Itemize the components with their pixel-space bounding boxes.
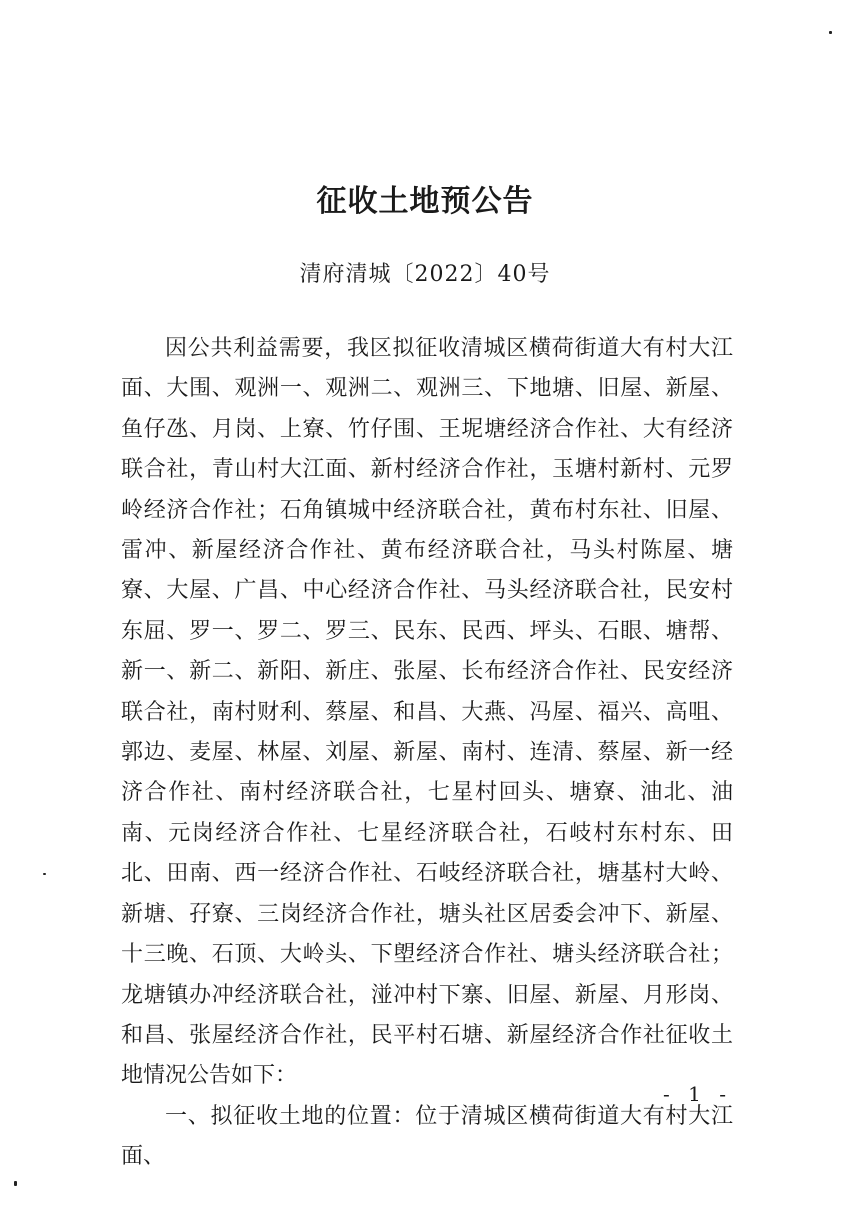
page-number: - 1 - — [663, 1082, 732, 1106]
body-paragraph: 因公共利益需要，我区拟征收清城区横荷街道大有村大江面、大围、观洲一、观洲二、观洲三、下地塘、旧屋、新屋、鱼仔氹、月岗、上寮、竹仔围、王坭塘经济合作社、大有经济联合社，青山村大江面、新村经济合作社，玉塘村新村、元罗岭经济合作社；石角镇城中经济联合社，黄布村东社、旧屋、雷冲、新屋经济合作社、黄布经济联合社，马头村陈屋、塘寮、大屋、广昌、中心经济合作社、马头经济联合社，民安村东屈、罗一、罗二、罗三、民东、民西、坪头、石眼、塘帮、新一、新二、新阳、新庄、张屋、长布经济合作社、民安经济联合社，南村财利、蔡屋、和昌、大燕、冯屋、福兴、高咀、郭边、麦屋、林屋、刘屋、新屋、南村、连清、蔡屋、新一经济合作社、南村经济联合社，七星村回头、塘寮、油北、油南、元岗经济合作社、七星经济联合社，石岐村东村东、田北、田南、西一经济合作社、石岐经济联合社，塘基村大岭、新塘、孖寮、三岗经济合作社，塘头社区居委会冲下、新屋、十三晚、石顶、大岭头、下塱经济合作社、塘头经济联合社；龙塘镇办冲经济联合社，湴冲村下寨、旧屋、新屋、月形岗、和昌、张屋经济合作社，民平村石塘、新屋经济合作社征收土地情况公告如下： — [121, 336, 733, 1089]
document-number: 清府清城〔2022〕40号 — [299, 262, 551, 287]
document-body — [121, 329, 733, 1178]
document-title: 征收土地预公告 — [316, 184, 534, 219]
body-paragraph: 一、拟征收土地的位置：位于清城区横荷街道大有村大江面、 — [121, 1103, 733, 1170]
scan-speck — [829, 31, 832, 34]
scan-speck — [14, 1181, 17, 1186]
scan-speck — [43, 873, 46, 875]
